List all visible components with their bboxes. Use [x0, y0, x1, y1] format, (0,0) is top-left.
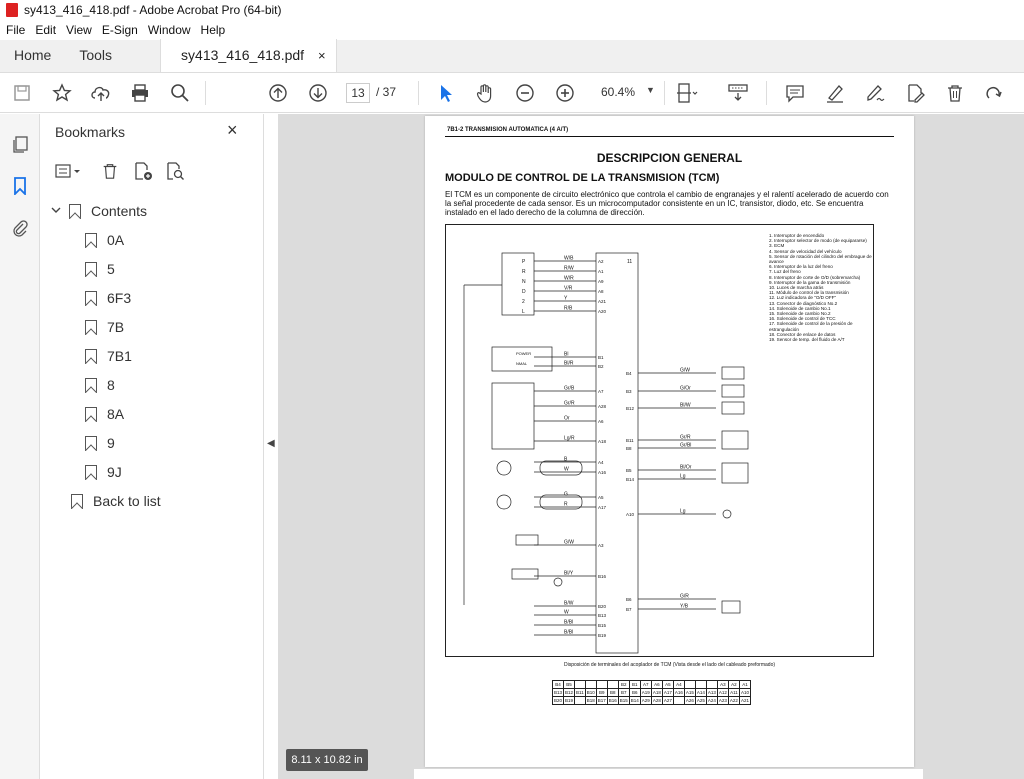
- terminal-cell: A6: [651, 681, 662, 689]
- pdf-page: [425, 116, 914, 767]
- sign-icon[interactable]: [864, 82, 886, 104]
- terminal-label: B14: [626, 477, 635, 482]
- bookmark-label: 8A: [107, 406, 125, 422]
- wire-color-label: Bl/R: [564, 360, 574, 367]
- collapse-panel-icon[interactable]: ◀: [267, 438, 275, 449]
- menu-window[interactable]: Window: [147, 23, 191, 37]
- terminal-label: A3: [598, 543, 604, 548]
- bookmark-icon: [69, 204, 81, 219]
- bookmark-icon: [85, 378, 97, 393]
- zoom-level-dropdown[interactable]: 60.4%: [601, 85, 636, 99]
- terminal-label: B6: [626, 597, 632, 602]
- left-navigation-rail: [0, 114, 40, 779]
- terminal-label: B19: [598, 633, 607, 638]
- mode-label: POWER: [516, 351, 532, 356]
- terminal-cell: B15: [619, 698, 628, 703]
- terminal-label: A9: [598, 279, 604, 284]
- legend-item: 9. Interruptor de la gama de transmisión: [769, 279, 851, 285]
- bookmark-back-to-list[interactable]: [71, 493, 161, 509]
- terminal-cell: A3: [717, 681, 728, 689]
- legend-item: 7. Luz del freno: [769, 269, 801, 275]
- terminal-cell: B13: [554, 690, 563, 695]
- sensor-coil: [540, 461, 582, 475]
- legend-item: 15. Solenoide de cambio No.2: [769, 311, 831, 317]
- delete-bookmark-icon[interactable]: [101, 160, 119, 182]
- bookmark-icon: [85, 465, 97, 480]
- terminal-label: B1: [598, 355, 604, 360]
- attachments-paperclip-icon[interactable]: [10, 218, 30, 238]
- range-switch-box: [502, 253, 534, 315]
- terminal-cell: B14: [630, 698, 639, 703]
- terminal-label: B5: [626, 468, 632, 473]
- terminal-row: [553, 689, 751, 697]
- terminal-cell: [607, 681, 618, 689]
- bookmark-label: 8: [107, 377, 115, 393]
- window-title: sy413_416_418.pdf - Adobe Acrobat Pro (64-bit): [24, 3, 282, 17]
- legend-item: 3. ECM: [769, 243, 785, 249]
- bookmark-contents[interactable]: [51, 203, 147, 219]
- terminal-cell: B12: [565, 690, 574, 695]
- terminal-cell: B17: [597, 698, 606, 703]
- bookmark-label: 9: [107, 435, 115, 451]
- terminal-cell: A17: [663, 690, 672, 695]
- terminal-label: B16: [598, 574, 607, 579]
- terminal-cell: B8: [607, 689, 618, 697]
- diagnostic-connector: [722, 601, 740, 613]
- page-number-input[interactable]: 13: [346, 83, 370, 103]
- terminal-cell: A22: [729, 698, 738, 703]
- terminal-cell: [695, 681, 706, 689]
- terminal-cell: B9: [596, 689, 607, 697]
- zoom-out-icon[interactable]: [514, 82, 536, 104]
- wire-color-label: Bl/Y: [564, 570, 574, 577]
- menu-view[interactable]: View: [66, 23, 92, 37]
- wire-color-label: Y: [564, 295, 568, 302]
- menu-esign[interactable]: E-Sign: [101, 23, 138, 37]
- legend-item: 19. Sensor de temp. del fluido de A/T: [769, 337, 845, 343]
- terminal-cell: A19: [641, 690, 650, 695]
- terminal-row: [553, 681, 751, 689]
- wire-color-label: Gr/R: [564, 400, 575, 407]
- tab-close-icon[interactable]: ×: [318, 48, 326, 63]
- page-header: 7B1-2 TRANSMISION AUTOMATICA (4 A/T): [447, 127, 569, 133]
- acrobat-logo-icon: [6, 3, 18, 17]
- bookmark-item-8a[interactable]: [85, 406, 124, 422]
- terminal-cell: B2: [618, 681, 629, 689]
- edit-pdf-icon[interactable]: [904, 82, 926, 104]
- wire-color-label: G/R: [680, 593, 689, 600]
- bookmark-label: 6F3: [107, 290, 132, 306]
- terminal-label: B7: [626, 607, 632, 612]
- print-icon[interactable]: [129, 82, 151, 104]
- terminal-label: B15: [598, 623, 607, 628]
- bookmark-icon: [71, 494, 83, 509]
- legend-item: 18. Conector de enlace de datos: [769, 331, 836, 337]
- wire-color-label: Or: [564, 415, 570, 422]
- wire-color-label: G/W: [564, 539, 574, 546]
- bookmark-icon: [85, 349, 97, 364]
- panel-splitter[interactable]: [263, 114, 278, 779]
- terminal-cell: A14: [696, 690, 705, 695]
- star-icon[interactable]: [51, 82, 73, 104]
- terminal-cell: B5: [564, 681, 575, 689]
- wire-color-label: B: [564, 456, 568, 463]
- bookmark-label: 7B1: [107, 348, 132, 364]
- zoom-in-icon[interactable]: [554, 82, 576, 104]
- legend-item: 1. Interruptor de encendido: [769, 233, 825, 238]
- legend-item: 8. Interruptor de corte de O/D (sobremarcha): [769, 274, 861, 280]
- bookmark-item-9[interactable]: [85, 435, 115, 451]
- legend-item: 5. Sensor de rotación del cilindro del embrague de avance: [769, 253, 872, 265]
- terminal-cell: A24: [707, 698, 716, 703]
- wiring-diagram: [445, 224, 874, 657]
- menu-edit[interactable]: Edit: [35, 23, 57, 37]
- new-bookmark-icon[interactable]: [133, 160, 153, 182]
- legend-item: 4. Sensor de velocidad del vehículo: [769, 248, 842, 254]
- terminal-label: A20: [598, 309, 607, 314]
- legend-item: 12. Luz indicadora de "O/D OFF": [769, 295, 837, 301]
- terminal-cell: B18: [586, 698, 595, 703]
- wire-color-label: Lg: [680, 473, 686, 480]
- terminal-cell: [684, 681, 695, 689]
- bookmark-item-6f3[interactable]: [85, 290, 131, 306]
- terminal-label: B3: [626, 389, 632, 394]
- wire-color-label: G/Or: [680, 385, 691, 392]
- delete-icon[interactable]: [944, 82, 966, 104]
- legend-item: 11. Módulo de control de la transmisión: [769, 290, 849, 296]
- wire-color-label: V/R: [564, 285, 573, 292]
- terminal-cell: A25: [696, 698, 705, 703]
- menu-help[interactable]: Help: [200, 23, 226, 37]
- wire-color-label: Bl/Or: [680, 464, 692, 471]
- legend-item: 10. Luces de marcha atrás: [769, 285, 824, 291]
- terminal-cell: A16: [674, 690, 683, 695]
- comment-icon[interactable]: [784, 82, 806, 104]
- terminal-cell: A2: [728, 681, 739, 689]
- bookmark-item-7b1[interactable]: [85, 348, 132, 364]
- terminal-cell: A1: [739, 681, 750, 689]
- solenoid-box: [722, 385, 744, 397]
- highlight-pen-icon[interactable]: [824, 82, 846, 104]
- tab-tools[interactable]: Tools: [79, 47, 113, 63]
- legend-item: 2. Interruptor selector de modo (de equipararse): [769, 238, 867, 244]
- terminal-row: [553, 697, 751, 705]
- close-icon[interactable]: ×: [227, 120, 238, 140]
- bookmark-options-button[interactable]: [55, 160, 81, 182]
- menu-bar: [0, 20, 1024, 40]
- solenoid-box: [722, 367, 744, 379]
- page-size-badge: 8.11 x 10.82 in: [286, 749, 368, 771]
- cloud-upload-icon[interactable]: [90, 82, 112, 104]
- next-page-edge: [414, 769, 923, 779]
- pages-thumbnails-icon[interactable]: [10, 134, 30, 154]
- wire-color-label: Gr/B: [564, 385, 575, 392]
- ecm-box: [492, 383, 534, 449]
- main-toolbar: [0, 73, 1024, 113]
- tab-document[interactable]: [160, 39, 337, 72]
- legend-item: 14. Solenoide de cambio No.1: [769, 305, 831, 311]
- bookmarks-panel-icon[interactable]: [10, 176, 30, 196]
- terminal-label: B12: [626, 406, 635, 411]
- bookmark-item-0a[interactable]: [85, 232, 124, 248]
- bookmark-label: 7B: [107, 319, 125, 335]
- terminal-cell: A15: [685, 690, 694, 695]
- bookmarks-panel: [41, 114, 263, 779]
- wire-color-label: Gr/R: [680, 434, 691, 441]
- terminal-cell: B1: [629, 681, 640, 689]
- terminal-cell: A11: [730, 690, 738, 695]
- terminal-label: B4: [626, 371, 632, 376]
- terminal-cell: [575, 697, 586, 705]
- mode-label: NMAL: [516, 361, 528, 366]
- terminal-cell: B4: [553, 681, 564, 689]
- solenoid-box: [722, 402, 744, 414]
- wire-color-label: Lg: [680, 508, 686, 515]
- vehicle-speed-sensor: [497, 461, 511, 475]
- terminal-cell: A26: [685, 698, 694, 703]
- terminal-label: A10: [626, 512, 635, 517]
- legend-item: 17. Solenoide de control de la presión de estrangulación: [769, 321, 853, 332]
- wire-color-label: Gr/Bl: [680, 442, 692, 449]
- bookmark-icon: [85, 407, 97, 422]
- bookmark-icon: [85, 320, 97, 335]
- bookmark-item-7b[interactable]: [85, 319, 124, 335]
- terminal-label: A4: [598, 460, 604, 465]
- save-icon[interactable]: [11, 82, 33, 104]
- terminal-cell: A4: [673, 681, 684, 689]
- terminal-cell: B20: [554, 698, 563, 703]
- range-position-label: R: [522, 269, 526, 275]
- wire-color-label: G/W: [680, 367, 690, 374]
- terminal-label: A6: [598, 419, 604, 424]
- terminal-label: A1: [598, 269, 604, 274]
- terminal-cell: [596, 681, 607, 689]
- terminal-label: A17: [598, 505, 607, 510]
- clutch-drum-sensor: [497, 495, 511, 509]
- fit-page-icon[interactable]: [676, 82, 698, 104]
- wire-color-label: Bl/W: [680, 402, 691, 409]
- section-title: MODULO DE CONTROL DE LA TRANSMISION (TCM): [445, 172, 720, 184]
- terminal-cell: A18: [652, 690, 661, 695]
- legend-item: 6. Interruptor de la luz del freno: [769, 264, 833, 270]
- terminal-cell: A12: [718, 690, 727, 695]
- menu-file[interactable]: File: [6, 23, 26, 37]
- header-rule: [445, 136, 894, 137]
- range-position-label: P: [522, 259, 526, 265]
- terminal-label: B8: [626, 446, 632, 451]
- terminal-label: B20: [598, 604, 607, 609]
- terminal-label: B13: [598, 613, 607, 618]
- previous-page-icon[interactable]: [267, 82, 289, 104]
- terminal-cell: [706, 681, 717, 689]
- terminal-caption: Disposición de terminales del acoplador de TCM (Vista desde el lado del cableado preformado): [563, 662, 776, 668]
- terminal-cell: A5: [662, 681, 673, 689]
- bookmark-label: 5: [107, 261, 115, 277]
- range-position-label: N: [522, 279, 526, 285]
- terminal-cell: B6: [629, 689, 640, 697]
- tab-document-label: sy413_416_418.pdf: [181, 47, 305, 63]
- terminal-cell: A10: [740, 690, 749, 695]
- scroll-mode-icon[interactable]: [727, 82, 749, 104]
- terminal-cell: A13: [707, 690, 716, 695]
- tab-bar: [0, 40, 1024, 73]
- terminal-label: B2: [598, 364, 604, 369]
- range-position-label: L: [522, 309, 525, 315]
- hand-tool-icon[interactable]: [474, 82, 496, 104]
- terminal-label: A8: [598, 289, 604, 294]
- od-cut-switch: [512, 569, 538, 579]
- bookmark-label: 0A: [107, 232, 125, 248]
- tab-home[interactable]: Home: [14, 47, 52, 63]
- terminal-cell: B11: [576, 690, 584, 695]
- range-position-label: 2: [522, 299, 525, 305]
- terminal-label: A7: [598, 389, 604, 394]
- bookmark-label: 9J: [107, 464, 122, 480]
- terminal-label: A18: [598, 439, 607, 444]
- body-paragraph: El TCM es un componente de circuito electrónico que controla el cambio de engranajes y el ralentí acelerado de acuerdo con la señal procedente de cada sensor. Es un microcomputador consistente en un IC, transistor, diodo, etc. Se encuentra instalado en el lado derecho de la columna de dirección.: [445, 190, 889, 217]
- title-bar: [0, 0, 1024, 20]
- diagram-legend: [769, 233, 873, 342]
- wire-color-label: B/Bl: [564, 619, 574, 626]
- terminal-label: A28: [598, 404, 607, 409]
- tcm-number-label: 11: [627, 259, 633, 265]
- fluid-temp-sensor-box: [722, 463, 748, 483]
- wire-color-label: G: [564, 491, 568, 498]
- bookmark-icon: [85, 291, 97, 306]
- bookmark-icon: [85, 262, 97, 277]
- wire-color-label: Bl: [564, 351, 569, 358]
- wire-color-label: W: [564, 609, 569, 616]
- terminal-cell: [575, 681, 586, 689]
- terminal-cell: A7: [640, 681, 651, 689]
- wire-color-label: W/R: [564, 275, 574, 282]
- select-cursor-icon[interactable]: [435, 82, 457, 104]
- terminal-cell: A28: [652, 698, 661, 703]
- find-bookmark-icon[interactable]: [165, 160, 185, 182]
- terminal-label: A21: [598, 299, 607, 304]
- terminal-layout-table: [552, 680, 751, 705]
- zoom-search-icon[interactable]: [169, 82, 191, 104]
- terminal-cell: B7: [618, 689, 629, 697]
- wire-color-label: B/Bl: [564, 629, 574, 636]
- chevron-down-icon[interactable]: [51, 205, 61, 217]
- wire-color-label: W: [564, 466, 569, 473]
- bookmark-item-5[interactable]: [85, 261, 115, 277]
- terminal-cell: A29: [641, 698, 650, 703]
- terminal-cell: B19: [565, 698, 574, 703]
- bookmark-item-8[interactable]: [85, 377, 115, 393]
- legend-item: 13. Conector de diagnóstico No.2: [769, 300, 838, 306]
- bookmark-icon: [85, 436, 97, 451]
- pressure-solenoid-box: [722, 431, 748, 449]
- terminal-cell: A23: [718, 698, 727, 703]
- brake-light: [554, 578, 562, 586]
- terminal-cell: B16: [608, 698, 617, 703]
- bookmark-icon: [85, 233, 97, 248]
- page-total: / 37: [376, 85, 397, 99]
- bookmark-label: Back to list: [93, 493, 161, 509]
- bookmarks-panel-title: Bookmarks: [55, 124, 126, 140]
- wire-color-label: B/W: [564, 600, 574, 607]
- chevron-down-icon[interactable]: ▼: [646, 85, 655, 95]
- bookmark-item-9j[interactable]: [85, 464, 122, 480]
- page-title: DESCRIPCION GENERAL: [596, 151, 743, 165]
- terminal-cell: A27: [663, 698, 672, 703]
- bookmark-label: Contents: [91, 203, 148, 219]
- terminal-cell: [673, 697, 684, 705]
- wire-color-label: R: [564, 501, 568, 508]
- terminal-label: A2: [598, 259, 604, 264]
- terminal-label: A5: [598, 495, 604, 500]
- next-page-icon[interactable]: [307, 82, 329, 104]
- wire-color-label: W/B: [564, 255, 574, 262]
- legend-item: 16. Solenoide de control de TCC: [769, 316, 836, 322]
- terminal-label: B11: [626, 438, 634, 443]
- wire-color-label: Y/B: [680, 603, 689, 610]
- range-position-label: D: [522, 289, 526, 295]
- od-off-light: [723, 510, 731, 518]
- rotate-icon[interactable]: [983, 82, 1005, 104]
- document-viewer[interactable]: [278, 114, 1024, 779]
- terminal-cell: B10: [586, 690, 595, 695]
- wire-color-label: Lg/R: [564, 435, 575, 442]
- brake-switch: [516, 535, 538, 545]
- wire-color-label: R/B: [564, 305, 573, 312]
- terminal-cell: A21: [740, 698, 749, 703]
- terminal-cell: [585, 681, 596, 689]
- wire-color-label: R/W: [564, 265, 574, 272]
- terminal-label: A16: [598, 470, 607, 475]
